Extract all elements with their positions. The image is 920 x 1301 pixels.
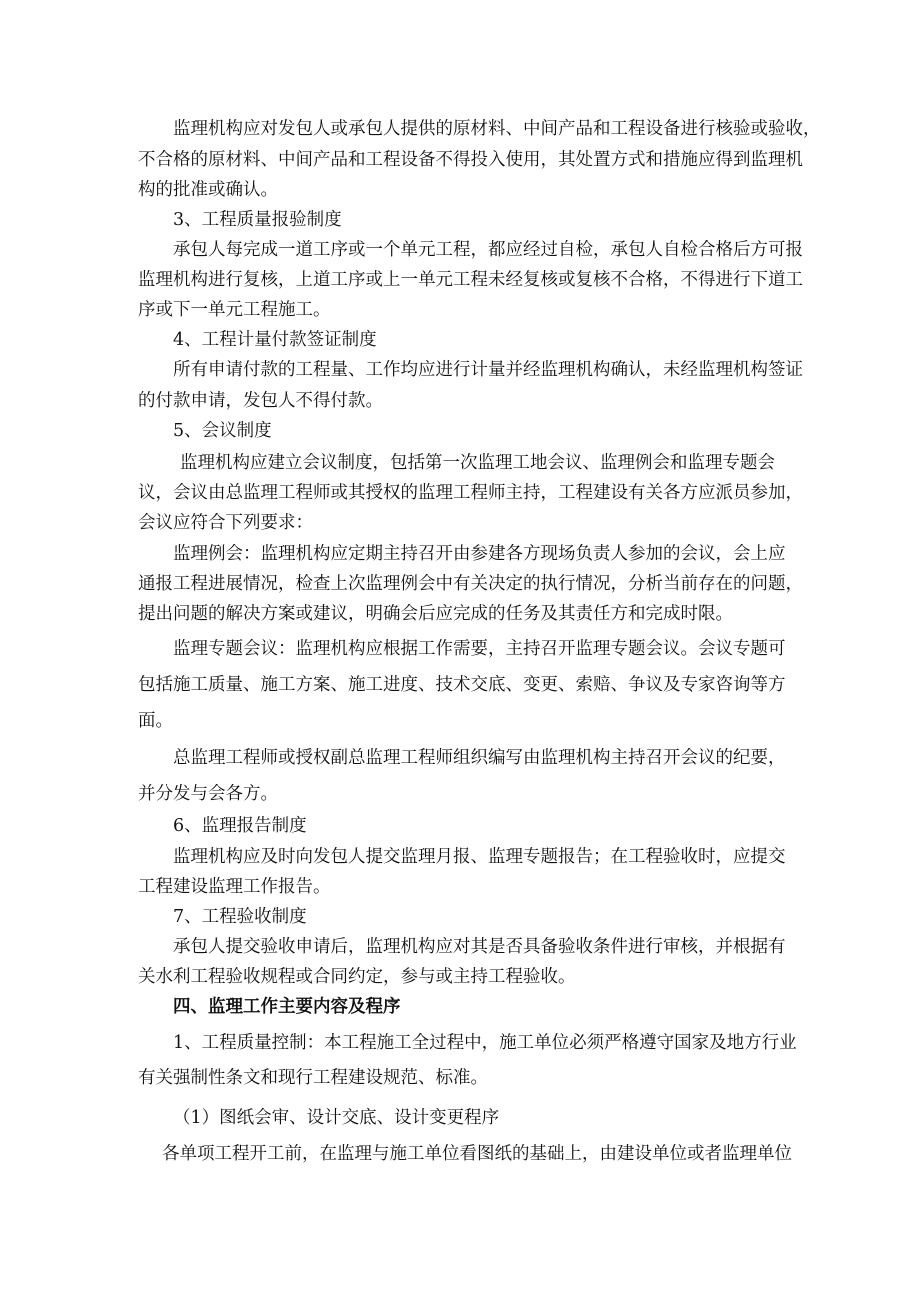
text-line: 承包人每完成一道工序或一个单元工程，都应经过自检，承包人自检合格后方可报 bbox=[173, 240, 803, 260]
section-heading: 5、会议制度 bbox=[173, 421, 272, 441]
section-heading: 3、工程质量报验制度 bbox=[173, 210, 342, 230]
text-line: 监理专题会议：监理机构应根据工作需要，主持召开监理专题会议。会议专题可 bbox=[173, 639, 786, 659]
text-line: 构的批准或确认。 bbox=[138, 180, 278, 200]
text-line: 监理机构进行复核，上道工序或上一单元工程未经复核或复核不合格，不得进行下道工 bbox=[138, 270, 803, 290]
section-heading: 7、工程验收制度 bbox=[173, 907, 307, 927]
text-line: 所有申请付款的工程量、工作均应进行计量并经监理机构确认，未经监理机构签证 bbox=[173, 360, 803, 380]
text-line: 议，会议由总监理工程师或其授权的监理工程师主持，工程建设有关各方应派员参加， bbox=[138, 483, 803, 503]
text-line: 不合格的原材料、中间产品和工程设备不得投入使用，其处置方式和措施应得到监理机 bbox=[138, 150, 803, 170]
chapter-heading: 四、监理工作主要内容及程序 bbox=[173, 997, 401, 1017]
text-line: 有关强制性条文和现行工程建设规范、标准。 bbox=[138, 1068, 488, 1088]
text-line: 总监理工程师或授权副总监理工程师组织编写由监理机构主持召开会议的纪要， bbox=[173, 748, 786, 768]
text-line: 关水利工程验收规程或合同约定，参与或主持工程验收。 bbox=[138, 967, 576, 987]
section-heading: 6、监理报告制度 bbox=[173, 816, 307, 836]
text-line: 监理机构应建立会议制度，包括第一次监理工地会议、监理例会和监理专题会 bbox=[180, 453, 775, 473]
section-heading: 4、工程计量付款签证制度 bbox=[173, 330, 377, 350]
text-line: 并分发与会各方。 bbox=[138, 784, 278, 804]
subsection-heading: （1）图纸会审、设计交底、设计变更程序 bbox=[173, 1108, 500, 1128]
text-line: 面。 bbox=[138, 711, 173, 731]
text-line: 会议应符合下列要求： bbox=[138, 513, 313, 533]
text-line: 承包人提交验收申请后，监理机构应对其是否具备验收条件进行审核，并根据有 bbox=[173, 937, 786, 957]
text-line: 提出问题的解决方案或建议，明确会后应完成的任务及其责任方和完成时限。 bbox=[138, 604, 733, 624]
text-line: 监理机构应及时向发包人提交监理月报、监理专题报告；在工程验收时，应提交 bbox=[173, 847, 786, 867]
text-line: 监理例会：监理机构应定期主持召开由参建各方现场负责人参加的会议，会上应 bbox=[173, 544, 786, 564]
text-line: 各单项工程开工前，在监理与施工单位看图纸的基础上，由建设单位或者监理单位 bbox=[162, 1144, 792, 1164]
text-line: 序或下一单元工程施工。 bbox=[138, 300, 331, 320]
text-line: 1、工程质量控制：本工程施工全过程中，施工单位必须严格遵守国家及地方行业 bbox=[173, 1033, 797, 1053]
text-line: 的付款申请，发包人不得付款。 bbox=[138, 391, 383, 411]
text-line: 通报工程进展情况，检查上次监理例会中有关决定的执行情况，分析当前存在的问题， bbox=[138, 574, 803, 594]
text-line: 包括施工质量、施工方案、施工进度、技术交底、变更、索赔、争议及专家咨询等方 bbox=[138, 675, 786, 695]
text-line: 工程建设监理工作报告。 bbox=[138, 877, 331, 897]
text-line: 监理机构应对发包人或承包人提供的原材料、中间产品和工程设备进行核验或验收， bbox=[173, 119, 821, 139]
